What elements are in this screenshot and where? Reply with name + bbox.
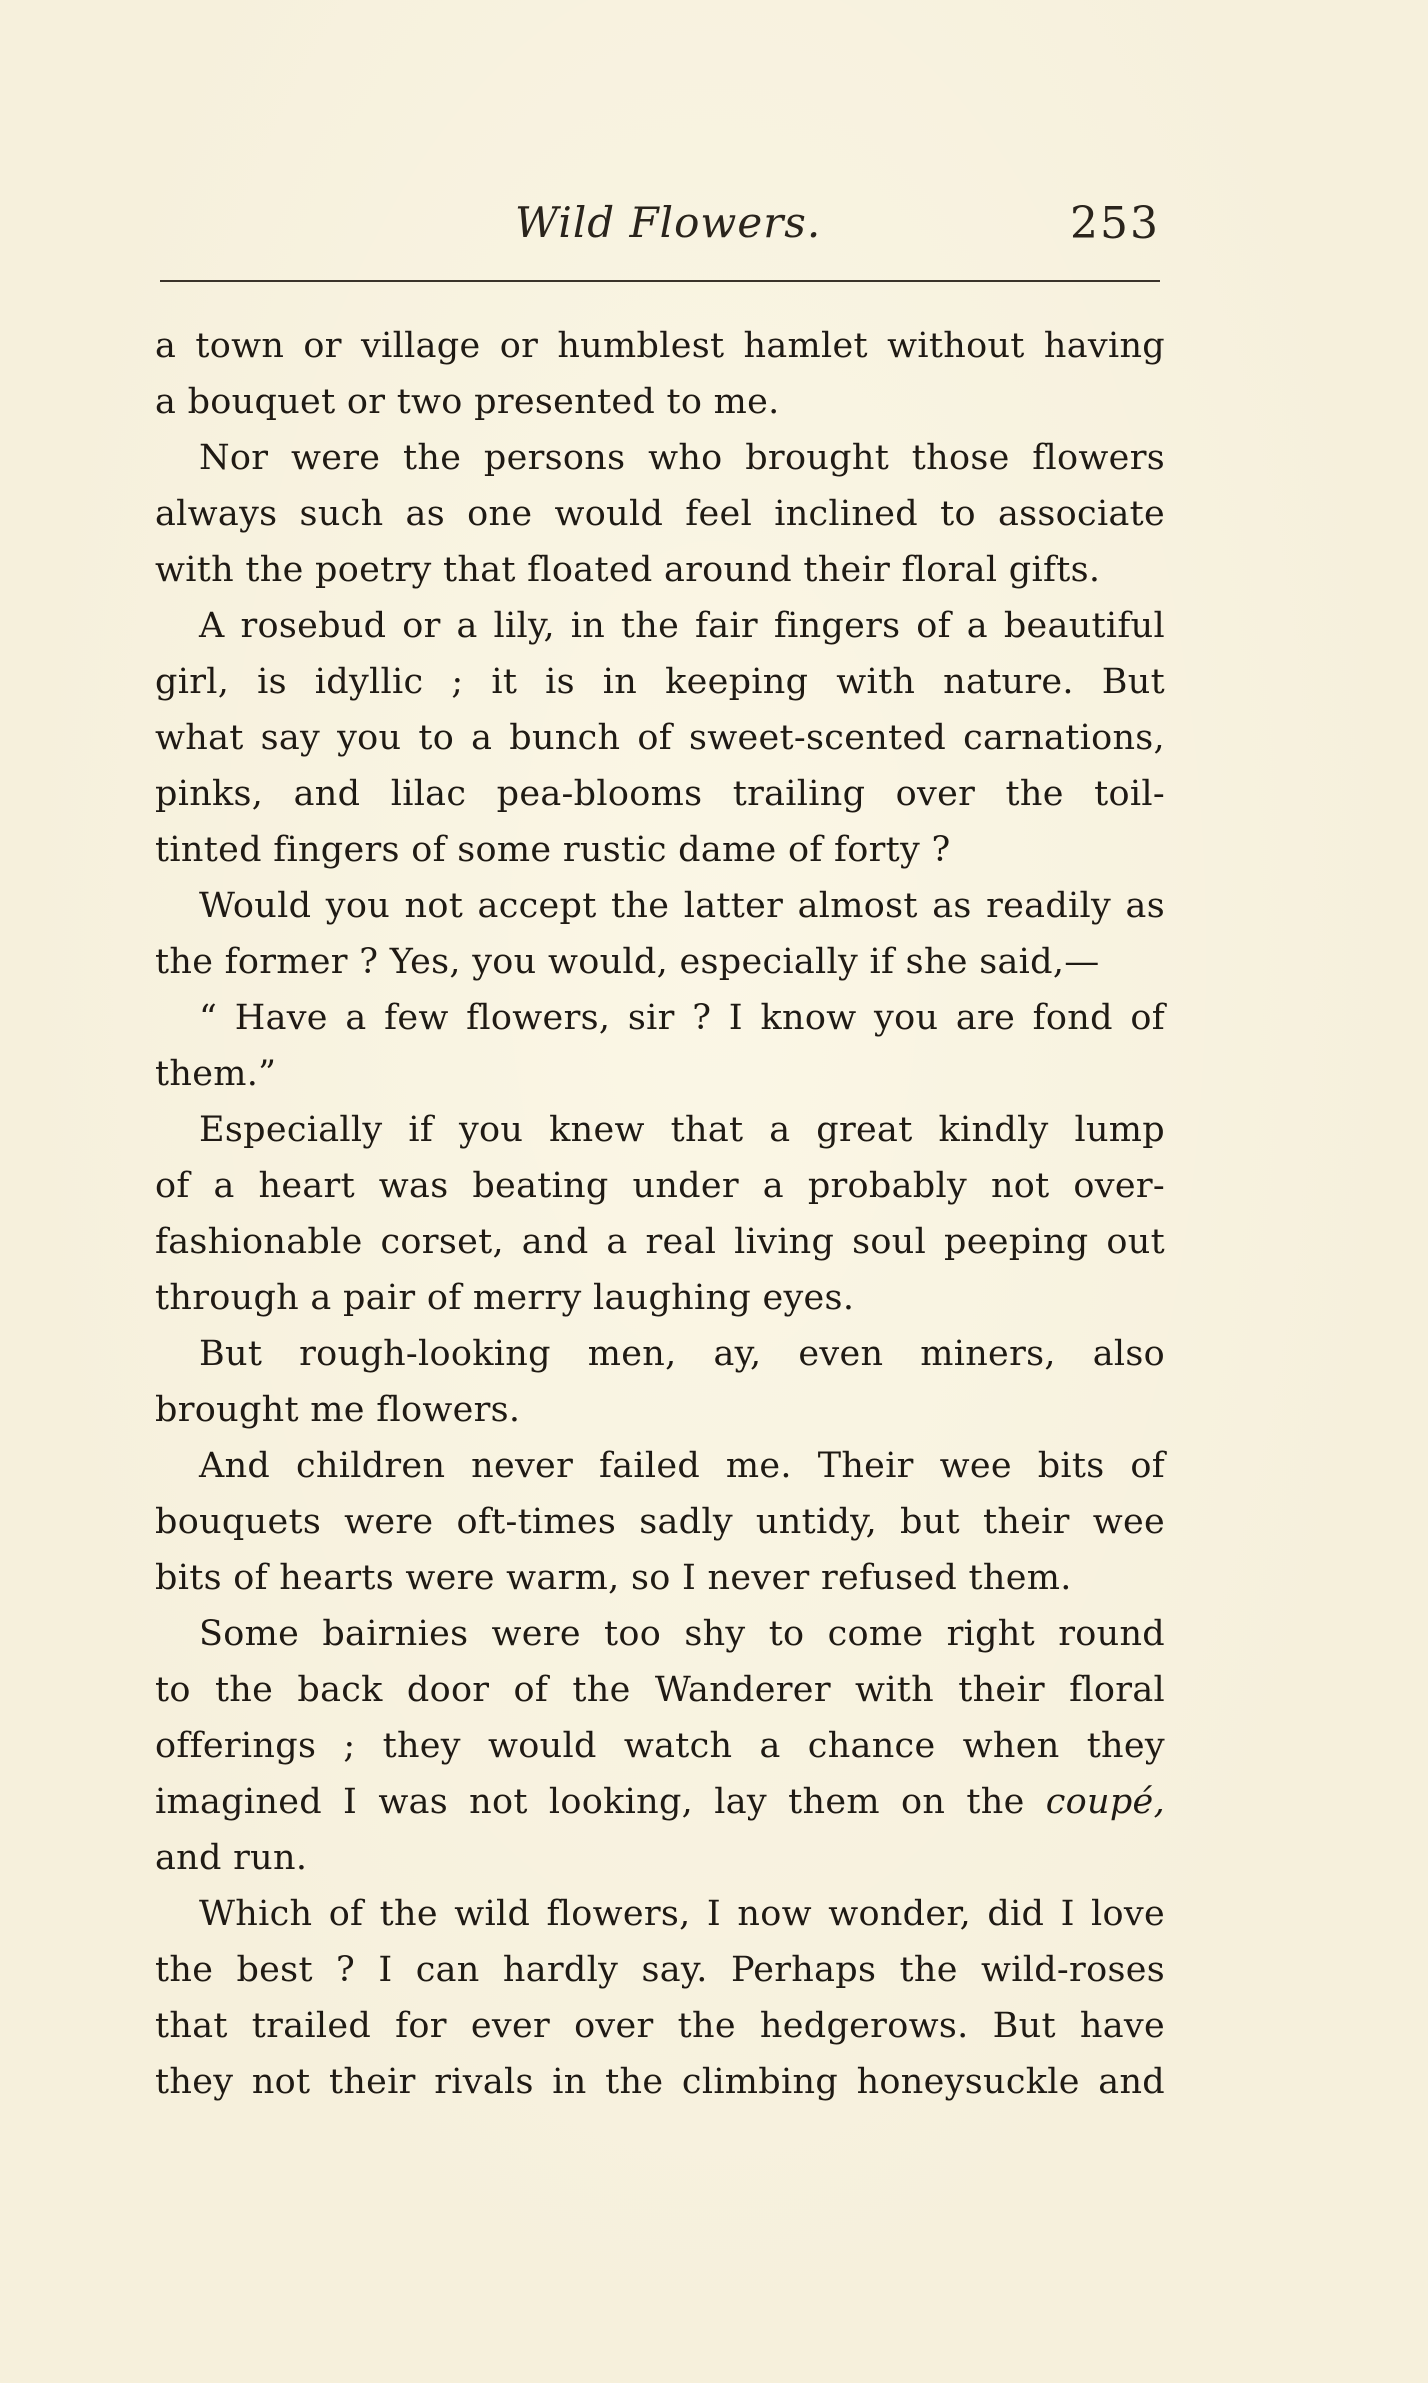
text-line: through a pair of merry laughing eyes. (155, 1278, 855, 1318)
text-line: a bouquet or two presented to me. (155, 382, 780, 422)
text-line: Which of the wild flowers, I now wonder, did I love (199, 1894, 1165, 1934)
text-line: But rough-looking men, ay, even miners, also (199, 1334, 1165, 1374)
text-line: Especially if you knew that a great kindly lump (199, 1110, 1165, 1150)
text-line: the best ? I can hardly say. Perhaps the wild-roses (155, 1950, 1165, 1990)
page-number: 253 (1070, 198, 1160, 249)
text-line: they not their rivals in the climbing honeysuckle and (155, 2062, 1165, 2102)
text-line: that trailed for ever over the hedgerows. But have (155, 2006, 1165, 2046)
text-line: Would you not accept the latter almost as readily as (199, 886, 1165, 926)
text-line: to the back door of the Wanderer with their floral (155, 1670, 1165, 1710)
text-line: with the poetry that floated around their floral gifts. (155, 550, 1101, 590)
text-line: a town or village or humblest hamlet without having (155, 326, 1165, 366)
text-line: them.” (155, 1054, 277, 1094)
text-line: offerings ; they would watch a chance when they (155, 1726, 1165, 1766)
body-text (155, 318, 1165, 2110)
text-line: girl, is idyllic ; it is in keeping with nature. But (155, 662, 1165, 702)
text-line: of a heart was beating under a probably not over- (155, 1166, 1165, 1206)
text-line: pinks, and lilac pea-blooms trailing over the toil- (155, 774, 1165, 814)
text-line: tinted fingers of some rustic dame of forty ? (155, 830, 951, 870)
text-line: brought me flowers. (155, 1390, 521, 1430)
text-line: always such as one would feel inclined to associate (155, 494, 1165, 534)
text-line: Some bairnies were too shy to come right round (199, 1614, 1165, 1654)
running-head (155, 190, 1160, 270)
running-title: Wild Flowers. (515, 198, 822, 247)
header-rule (160, 280, 1160, 282)
text-line: “ Have a few flowers, sir ? I know you are fond of (199, 998, 1165, 1038)
text-line: Nor were the persons who brought those flowers (199, 438, 1165, 478)
text-line: A rosebud or a lily, in the fair fingers of a beautiful (199, 606, 1165, 646)
text-line: and run. (155, 1838, 308, 1878)
text-line: the former ? Yes, you would, especially if she said,— (155, 942, 1100, 982)
italic-word: coupé, (1045, 1782, 1165, 1822)
text-line: what say you to a bunch of sweet-scented carnations, (155, 718, 1165, 758)
text-line: And children never failed me. Their wee bits of (199, 1446, 1165, 1486)
text-line: fashionable corset, and a real living soul peeping out (155, 1222, 1165, 1262)
text-line: bouquets were oft-times sadly untidy, but their wee (155, 1502, 1165, 1542)
text-line: imagined I was not looking, lay them on the coupé, (155, 1782, 1165, 1822)
text-line: bits of hearts were warm, so I never refused them. (155, 1558, 1072, 1598)
